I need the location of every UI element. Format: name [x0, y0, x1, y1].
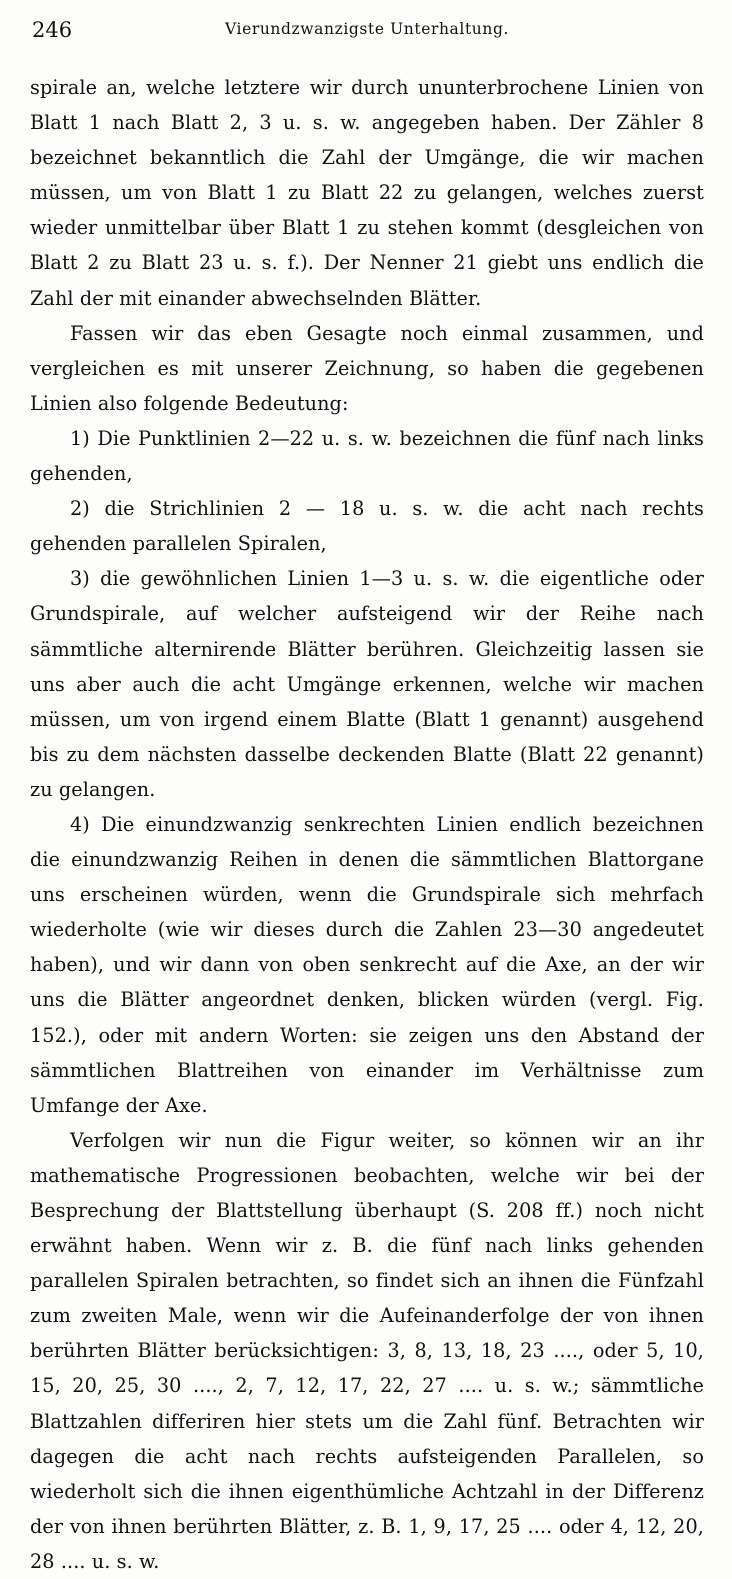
page-number: 246 [32, 18, 73, 42]
list-item-1: 1) Die Punktlinien 2—22 u. s. w. bezeichnen die fünf nach links gehenden, [30, 426, 704, 486]
paragraph-summary: Fassen wir das eben Gesagte noch einmal zusammen, und vergleichen es mit unserer Zeichnung, so haben die gegebenen Linien also folgende Bedeutung: [30, 321, 704, 415]
paragraph-progressions: Verfolgen wir nun die Figur weiter, so können wir an ihr mathematische Progressionen beobachten, welche wir bei der Besprechung der Blattstellung überhaupt (S. 208 ff.) noch nicht erwähnt haben. Wenn wir z. B. die fünf nach links gehenden parallelen Spiralen betrachten, so findet sich an ihnen die Fünfzahl zum zweiten Male, wenn wir die Aufeinanderfolge der von ihnen berührten Blätter berücksichtigen: 3, 8, 13, 18, 23 ...., oder 5, 10, 15, 20, 25, 30 ...., 2, 7, 12, 17, 22, 27 .... u. s. w.; sämmtliche Blattzahlen differiren hier stets um die Zahl fünf. Betrachten wir dagegen die acht nach rechts aufsteigenden Parallelen, so wiederholt sich die ihnen eigenthümliche Achtzahl in der Differenz der von ihnen berührten Blätter, z. B. 1, 9, 17, 25 .... oder 4, 12, 20, 28 .... u. s. w. [30, 1128, 704, 1573]
page-body [30, 70, 704, 1579]
running-title: Vierundzwanzigste Unterhaltung. [224, 20, 509, 38]
list-item-3: 3) die gewöhnlichen Linien 1—3 u. s. w. die eigentliche oder Grundspirale, auf welcher aufsteigend wir der Reihe nach sämmtliche alternirende Blätter berühren. Gleichzeitig lassen sie uns aber auch die acht Umgänge erkennen, welche wir machen müssen, um von irgend einem Blatte (Blatt 1 genannt) ausgehend bis zu dem nächsten dasselbe deckenden Blatte (Blatt 22 genannt) zu gelangen. [30, 567, 704, 801]
list-item-2: 2) die Strichlinien 2 — 18 u. s. w. die acht nach rechts gehenden parallelen Spiralen, [30, 497, 704, 556]
paragraph-continuation: spirale an, welche letztere wir durch ununterbrochene Linien von Blatt 1 nach Blatt 2, 3 u. s. w. angegeben haben. Der Zähler 8 bezeichnet bekanntlich die Zahl der Umgänge, die wir machen müssen, um von Blatt 1 zu Blatt 22 zu gelangen, welches zuerst wieder unmittelbar über Blatt 1 zu stehen kommt (desgleichen von Blatt 2 zu Blatt 23 u. s. f.). Der Nenner 21 giebt uns endlich die Zahl der mit einander abwechselnden Blätter. [30, 76, 704, 310]
list-item-4: 4) Die einundzwanzig senkrechten Linien endlich bezeichnen die einundzwanzig Reihen in denen die sämmtlichen Blattorgane uns erscheinen würden, wenn die Grundspirale sich mehrfach wiederholte (wie wir dieses durch die Zahlen 23—30 angedeutet haben), und wir dann von oben senkrecht auf die Axe, an der wir uns die Blätter angeordnet denken, blicken würden (vergl. Fig. 152.), oder mit andern Worten: sie zeigen uns den Abstand der sämmtlichen Blattreihen von einander im Verhältnisse zum Umfange der Axe. [30, 812, 704, 1117]
page-header [30, 18, 704, 50]
